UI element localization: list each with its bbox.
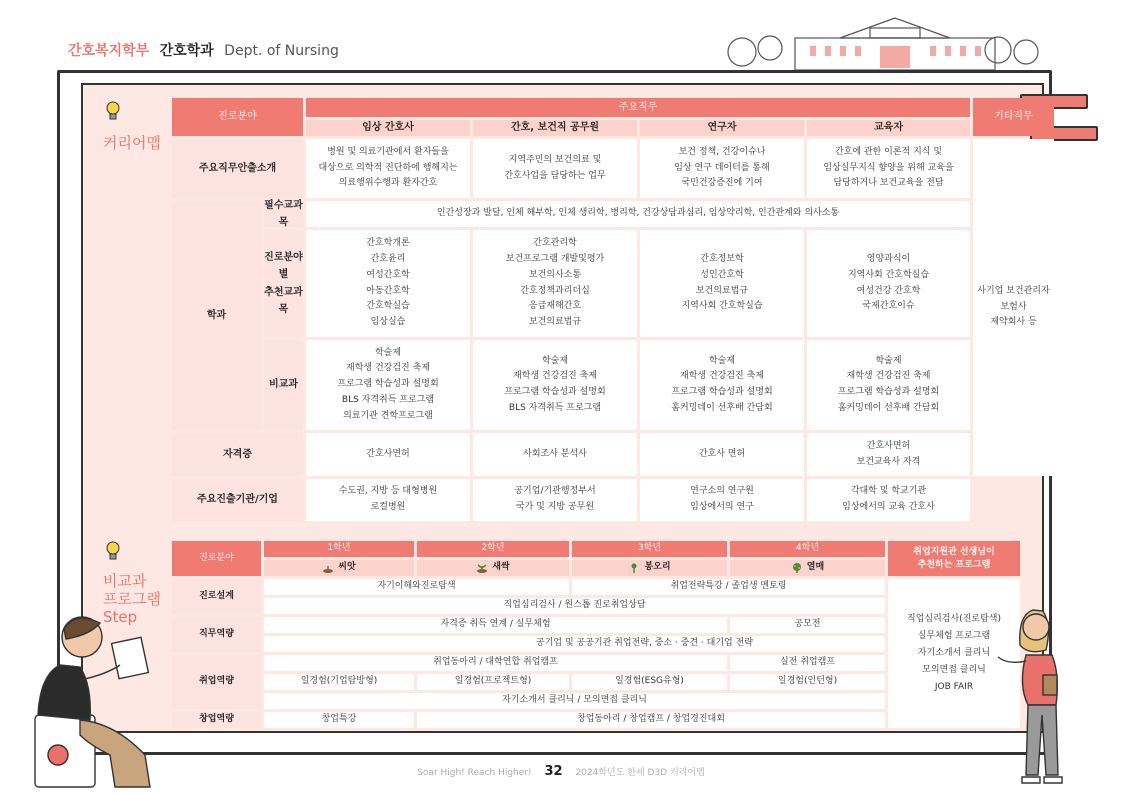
other-jobs-cell: 사기업 보건관리자 보험사 제약회사 등 [973, 139, 1054, 476]
campus-building-illustration [720, 10, 1050, 72]
lightbulb-icon [104, 540, 122, 562]
year-header: 1학년 [264, 541, 414, 557]
org-cell: 연구소의 연구원 임상에서의 연구 [640, 479, 804, 521]
program-step-table [172, 541, 1013, 725]
row-label-cert: 자격증 [172, 433, 303, 476]
division-title: 간호복지학부 [68, 43, 150, 59]
stage-label: 봉오리 [644, 562, 671, 573]
row-label-recommended: 진로분야별 추천교과목 [264, 230, 303, 337]
career-map-title: 커리어맵 [103, 134, 161, 152]
row-label-startup: 창업역량 [172, 712, 261, 728]
program-cell: 취업전략특강 / 졸업생 멘토링 [572, 579, 885, 595]
program-cell: 공모전 [730, 617, 885, 633]
program-cell: 창업특강 [264, 712, 414, 728]
extra-cell: 학술제 재학생 건강검진 축제 프로그램 학습성과 설명회 홈커밍데이 선후배 간담회 [807, 340, 970, 430]
cert-cell: 간호사면허 [306, 433, 470, 476]
org-cell: 공기업/기관행정부서 국가 및 지방 공무원 [473, 479, 637, 521]
program-cell: 자기소개서 클리닉 / 모의면접 클리닉 [264, 693, 885, 709]
extra-cell: 학술제 재학생 건강검진 축제 프로그램 학습성과 설명회 BLS 자격취득 프로그램 [473, 340, 637, 430]
stage-label: 열매 [806, 562, 825, 573]
stage-label: 새싹 [492, 562, 510, 573]
extra-cell: 학술제 재학생 건강검진 축제 프로그램 학습성과 설명회 BLS 자격취득 프로그램 의료기관 견학프로그램 [306, 340, 470, 430]
recommend-cell: 직업심리검사(진로탐색) 실무체험 프로그램 자기소개서 클리닉 모의면접 클리닉 JOB FAIR [888, 579, 1020, 728]
cert-cell: 간호사면허 보건교육사 자격 [807, 433, 970, 476]
year-header: 3학년 [572, 541, 727, 557]
main-duty-header: 주요직무 [306, 98, 970, 117]
career-map-table [172, 98, 1050, 518]
row-label-dept: 학과 [172, 201, 261, 430]
program-cell: 직업심리검사 / 원스톱 진로취업상담 [264, 598, 885, 614]
intro-cell: 보건 정책, 건강이슈나 임상 연구 데이터를 통해 국민건강증진에 기여 [640, 139, 804, 198]
teacher-pointing-illustration [988, 595, 1088, 790]
page-number: 32 [544, 764, 563, 779]
career-field-header: 진로분야 [172, 98, 303, 136]
row-label-extra: 비교과 [264, 340, 303, 430]
recommended-cell: 간호학개론 간호윤리 여성간호학 아동간호학 간호학실습 임상실습 [306, 230, 470, 337]
program-cell: 취업동아리 / 대학연합 취업캠프 [264, 655, 727, 671]
department-english: Dept. of Nursing [224, 43, 339, 59]
program-cell: 실전 취업캠프 [730, 655, 885, 671]
program-cell: 일경험(프로젝트형) [417, 674, 569, 690]
recommended-cell: 간호정보학 성인간호학 보건의료법규 지역사회 간호학실습 [640, 230, 804, 337]
job-header: 임상 간호사 [306, 120, 470, 136]
footer-title: 2024학년도 한세 D3D 커리어맵 [575, 768, 705, 778]
program-cell: 자격증 취득 연계 / 실무체험 [264, 617, 727, 633]
row-label-intro: 주요직무안출소개 [172, 139, 303, 198]
bud-icon [628, 563, 640, 573]
department-title: 간호학과 [159, 43, 214, 59]
program-title-line2: 프로그램 [103, 590, 161, 608]
stage-cell [264, 560, 414, 576]
row-label-employment: 취업역량 [172, 655, 261, 709]
stage-cell [417, 560, 569, 576]
year-header: 4학년 [730, 541, 885, 557]
required-courses-cell: 인간성장과 발달, 인체 해부학, 인체 생리학, 병리학, 건강상담과심리, 임상약리학, 인간관계와 의사소통 [306, 201, 970, 227]
stage-cell [730, 560, 885, 576]
intro-cell: 지역주민의 보건의료 및 간호사업을 담당하는 업무 [473, 139, 637, 198]
intro-cell: 간호에 관한 이론적 지식 및 임상실무지식 향양을 위해 교육을 담당하거나 보건교육을 전담 [807, 139, 970, 198]
program-cell: 일경험(ESG유형) [572, 674, 727, 690]
extra-cell: 학술제 재학생 건강검진 축제 프로그램 학습성과 설명회 홈커밍데이 선후배 간담회 [640, 340, 804, 430]
row-label-job-competency: 직무역량 [172, 617, 261, 652]
seed-icon [322, 563, 334, 573]
sprout-icon [476, 563, 488, 573]
program-cell: 자기이해와진로탐색 [264, 579, 569, 595]
page-header [68, 40, 339, 60]
footer-slogan: Soar High! Reach Higher! [417, 768, 532, 778]
program-cell: 창업동아리 / 창업캠프 / 창업경진대회 [417, 712, 885, 728]
stage-label: 씨앗 [338, 562, 356, 573]
intro-cell: 병원 및 의료기관에서 환자들을 대상으로 의학적 진단하에 행해지는 의료행위수행과 환자간호 [306, 139, 470, 198]
org-cell: 수도권, 지방 등 대형병원 로컬병원 [306, 479, 470, 521]
row-label-required: 필수교과목 [264, 199, 303, 228]
program-title-line3: Step [103, 608, 138, 626]
stage-cell [572, 560, 727, 576]
year-header: 2학년 [417, 541, 569, 557]
cert-cell: 간호사 면허 [640, 433, 804, 476]
job-header: 교육자 [807, 120, 970, 136]
other-duty-header: 기타직무 [973, 98, 1054, 136]
recommend-header: 취업지원관 선생님이 추천하는 프로그램 [888, 541, 1020, 576]
empty-cell [973, 479, 1054, 521]
recommended-cell: 간호관리학 보건프로그램 개발및평가 보건의사소통 간호정책과리더십 응급재해간호 보건의료법규 [473, 230, 637, 337]
step-career-field-header: 진로분야 [172, 541, 261, 576]
cert-cell: 사회조사 분석사 [473, 433, 637, 476]
program-cell: 일경험(인턴형) [730, 674, 885, 690]
row-label-career-design: 진로설계 [172, 579, 261, 614]
page-footer [0, 764, 1122, 779]
program-cell: 공기업 및 공공기관 취업전략, 중소 · 중견 · 대기업 전략 [264, 636, 885, 652]
fruit-tree-icon [791, 563, 803, 573]
program-cell: 일경험(기업탐방형) [264, 674, 414, 690]
job-header: 연구자 [640, 120, 804, 136]
lightbulb-icon [104, 100, 122, 122]
row-label-org: 주요진출기관/기업 [172, 479, 303, 521]
recommended-cell: 영양과식이 지역사회 간호학실습 여성건강 간호학 국제간호이슈 [807, 230, 970, 337]
org-cell: 각대학 및 학교기관 임상에서의 교육 간호사 [807, 479, 970, 521]
student-reading-illustration [20, 605, 165, 790]
job-header: 간호, 보건직 공무원 [473, 120, 637, 136]
program-title-line1: 비교과 [103, 572, 147, 590]
